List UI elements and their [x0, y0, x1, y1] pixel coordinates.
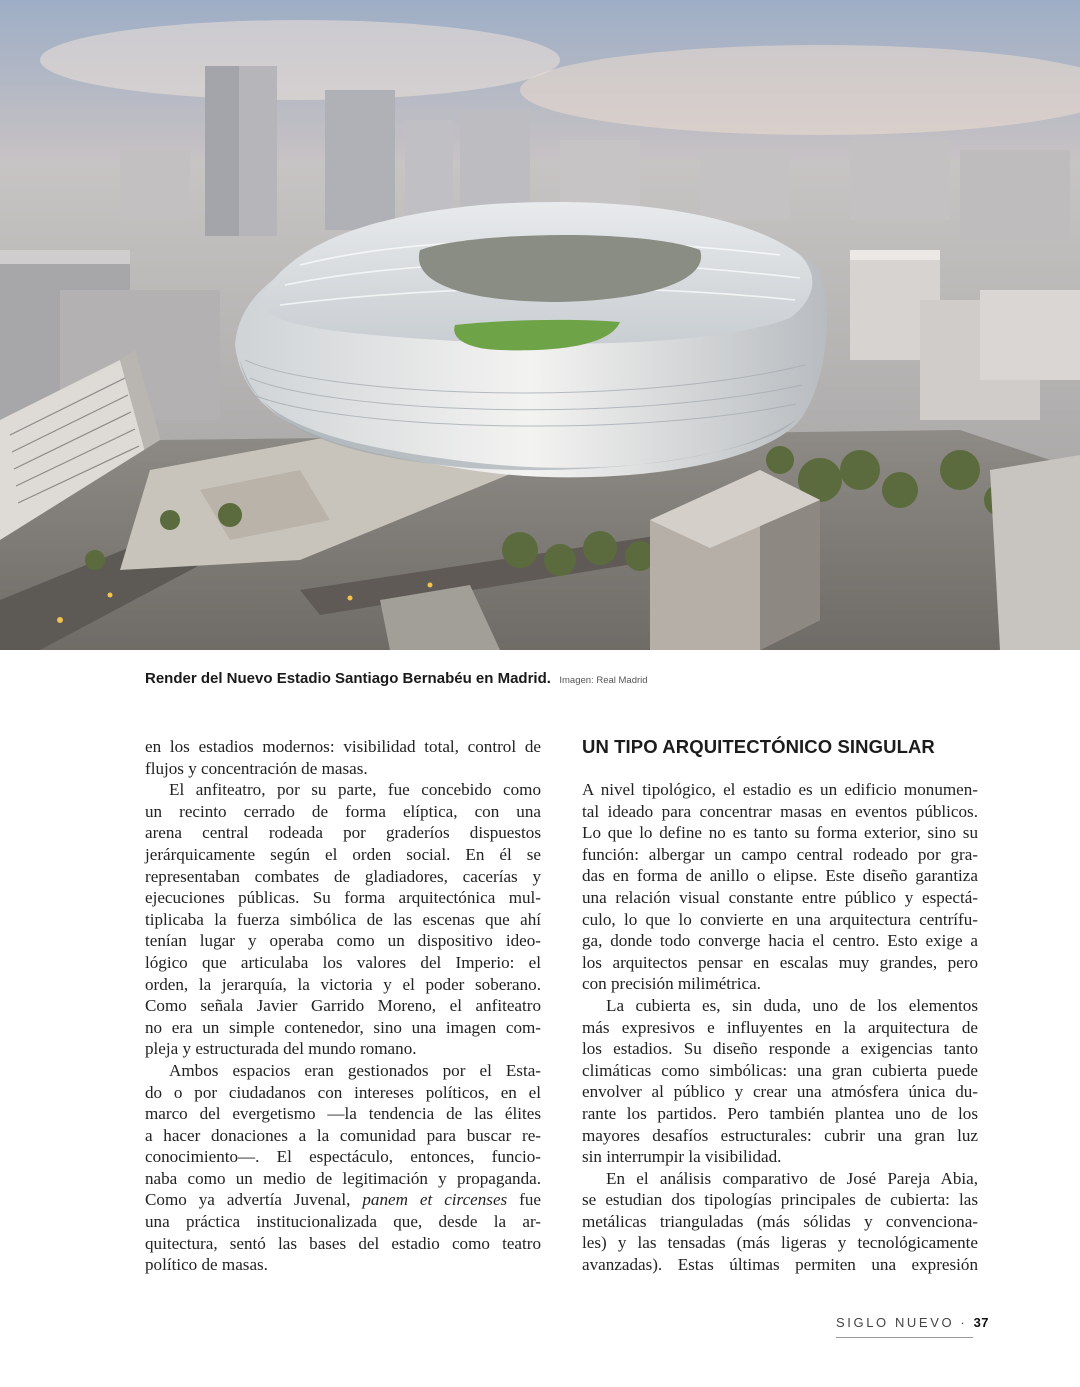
text-line: rante los partidos. Pero también plantea uno de los: [582, 1103, 978, 1123]
text-line: una práctica institucionalizada que, desde la ar-: [145, 1212, 541, 1232]
magazine-name: SIGLO NUEVO: [836, 1315, 955, 1330]
text-line: función: albergar un campo central rodeado por gra-: [582, 844, 978, 864]
text-line: tiplicaba la fuerza simbólica de las escenas que ahí: [145, 909, 541, 929]
left-paragraph-2: [145, 779, 541, 1060]
text-line: orden, la jerarquía, la victoria y el poder soberano.: [145, 974, 541, 994]
text-line: jerárquicamente según el orden social. En él se: [145, 844, 541, 864]
text-line: sin interrumpir la visibilidad.: [582, 1147, 782, 1167]
text-line: más expresivos e influyentes en la arquitectura de: [582, 1017, 978, 1037]
text-line: avanzadas). Estas últimas permiten una expresión: [582, 1255, 978, 1275]
text-line: lógico que articulaba los valores del Imperio: el: [145, 952, 541, 972]
text-line: El anfiteatro, por su parte, fue concebido como: [169, 780, 541, 800]
text-line: marco del evergetismo —la tendencia de las élites: [145, 1104, 541, 1124]
text-line: los estadios. Su diseño responde a exigencias tanto: [582, 1039, 978, 1059]
folio-rule: [836, 1337, 973, 1338]
text-line: representaban combates de gladiadores, cacerías y: [145, 866, 541, 886]
text-line: les) y las tensadas (más ligeras y tecnológicamente: [582, 1233, 978, 1253]
text-line: La cubierta es, sin duda, uno de los elementos: [606, 995, 978, 1015]
text-line: a hacer donaciones a la comunidad para buscar re-: [145, 1125, 541, 1145]
text-line: quitectura, sentó las bases del estadio como teatro: [145, 1233, 541, 1253]
text-line: mayores desafíos estructurales: cubrir una gran luz: [582, 1125, 978, 1145]
caption-text: Render del Nuevo Estadio Santiago Bernabéu en Madrid.: [145, 670, 551, 687]
text-line: En el análisis comparativo de José Pareja Abia,: [606, 1168, 978, 1188]
hero-stadium-render: [0, 0, 1080, 650]
text-line: un recinto cerrado de forma elíptica, con una: [145, 801, 541, 821]
text-line: político de masas.: [145, 1255, 268, 1275]
caption-credit: Imagen: Real Madrid: [559, 675, 648, 686]
text-line-with-italic: [145, 1189, 541, 1211]
text-line: Ambos espacios eran gestionados por el Esta-: [169, 1060, 541, 1080]
text-line: Como señala Javier Garrido Moreno, el anfiteatro: [145, 996, 541, 1016]
image-caption: [145, 670, 1045, 688]
text-line: una relación visual constante entre público y espectá-: [582, 887, 978, 907]
text-line: los arquitectos pensar en escalas muy grandes, pero: [582, 952, 978, 972]
text-line: metálicas trianguladas (más sólidas y convenciona-: [582, 1211, 978, 1231]
text-line: se estudian dos tipologías principales de cubierta: las: [582, 1190, 978, 1210]
right-paragraph-2: [582, 995, 978, 1168]
right-column: [582, 736, 978, 1276]
left-paragraph-1: [145, 736, 541, 779]
left-paragraph-3: [145, 1060, 541, 1276]
folio-separator: ·: [960, 1315, 968, 1330]
text-line: do o por ciudadanos con intereses políticos, en el: [145, 1082, 541, 1102]
page-folio: [836, 1315, 990, 1330]
right-paragraph-1: [582, 779, 978, 995]
text-line: naba como un medio de legitimación y propaganda.: [145, 1168, 541, 1188]
text-run: fue: [507, 1190, 541, 1210]
text-line: flujos y concentración de masas.: [145, 758, 368, 778]
text-line: ga, donde todo converge hacia el centro. Esto exige a: [582, 931, 978, 951]
text-line: envolver al público y crear una atmósfera única du-: [582, 1082, 978, 1102]
section-heading: UN TIPO ARQUITECTÓNICO SINGULAR: [582, 736, 935, 757]
text-line: Lo que lo define no es tanto su forma exterior, sino su: [582, 823, 978, 843]
left-column: [145, 736, 541, 1276]
page-number: 37: [973, 1315, 990, 1330]
text-line: arena central rodeada por graderíos dispuestos: [145, 823, 541, 843]
text-line: ejecuciones públicas. Su forma arquitectónica mul-: [145, 888, 541, 908]
italic-phrase: panem et circenses: [362, 1190, 508, 1210]
text-line: climáticas como simbólicas: una gran cubierta puede: [582, 1060, 978, 1080]
text-line: conocimiento—. El espectáculo, entonces, funcio-: [145, 1147, 541, 1167]
text-line: tenían lugar y operaba como un dispositivo ideo-: [145, 931, 541, 951]
text-line: pleja y estructurada del mundo romano.: [145, 1039, 417, 1059]
text-line: tal ideado para concentrar masas en eventos públicos.: [582, 801, 978, 821]
text-line: culo, lo que lo convierte en una arquitectura centrífu-: [582, 909, 978, 929]
text-run: Como ya advertía Juvenal,: [145, 1190, 363, 1210]
text-line: A nivel tipológico, el estadio es un edificio monumen-: [582, 780, 978, 799]
text-line: con precisión milimétrica.: [582, 974, 761, 994]
text-line: en los estadios modernos: visibilidad total, control de: [145, 737, 541, 756]
text-line: das en forma de anillo o elipse. Este diseño garantiza: [582, 866, 978, 886]
text-line: no era un simple contenedor, sino una imagen com-: [145, 1017, 541, 1037]
right-paragraph-3: [582, 1168, 978, 1276]
